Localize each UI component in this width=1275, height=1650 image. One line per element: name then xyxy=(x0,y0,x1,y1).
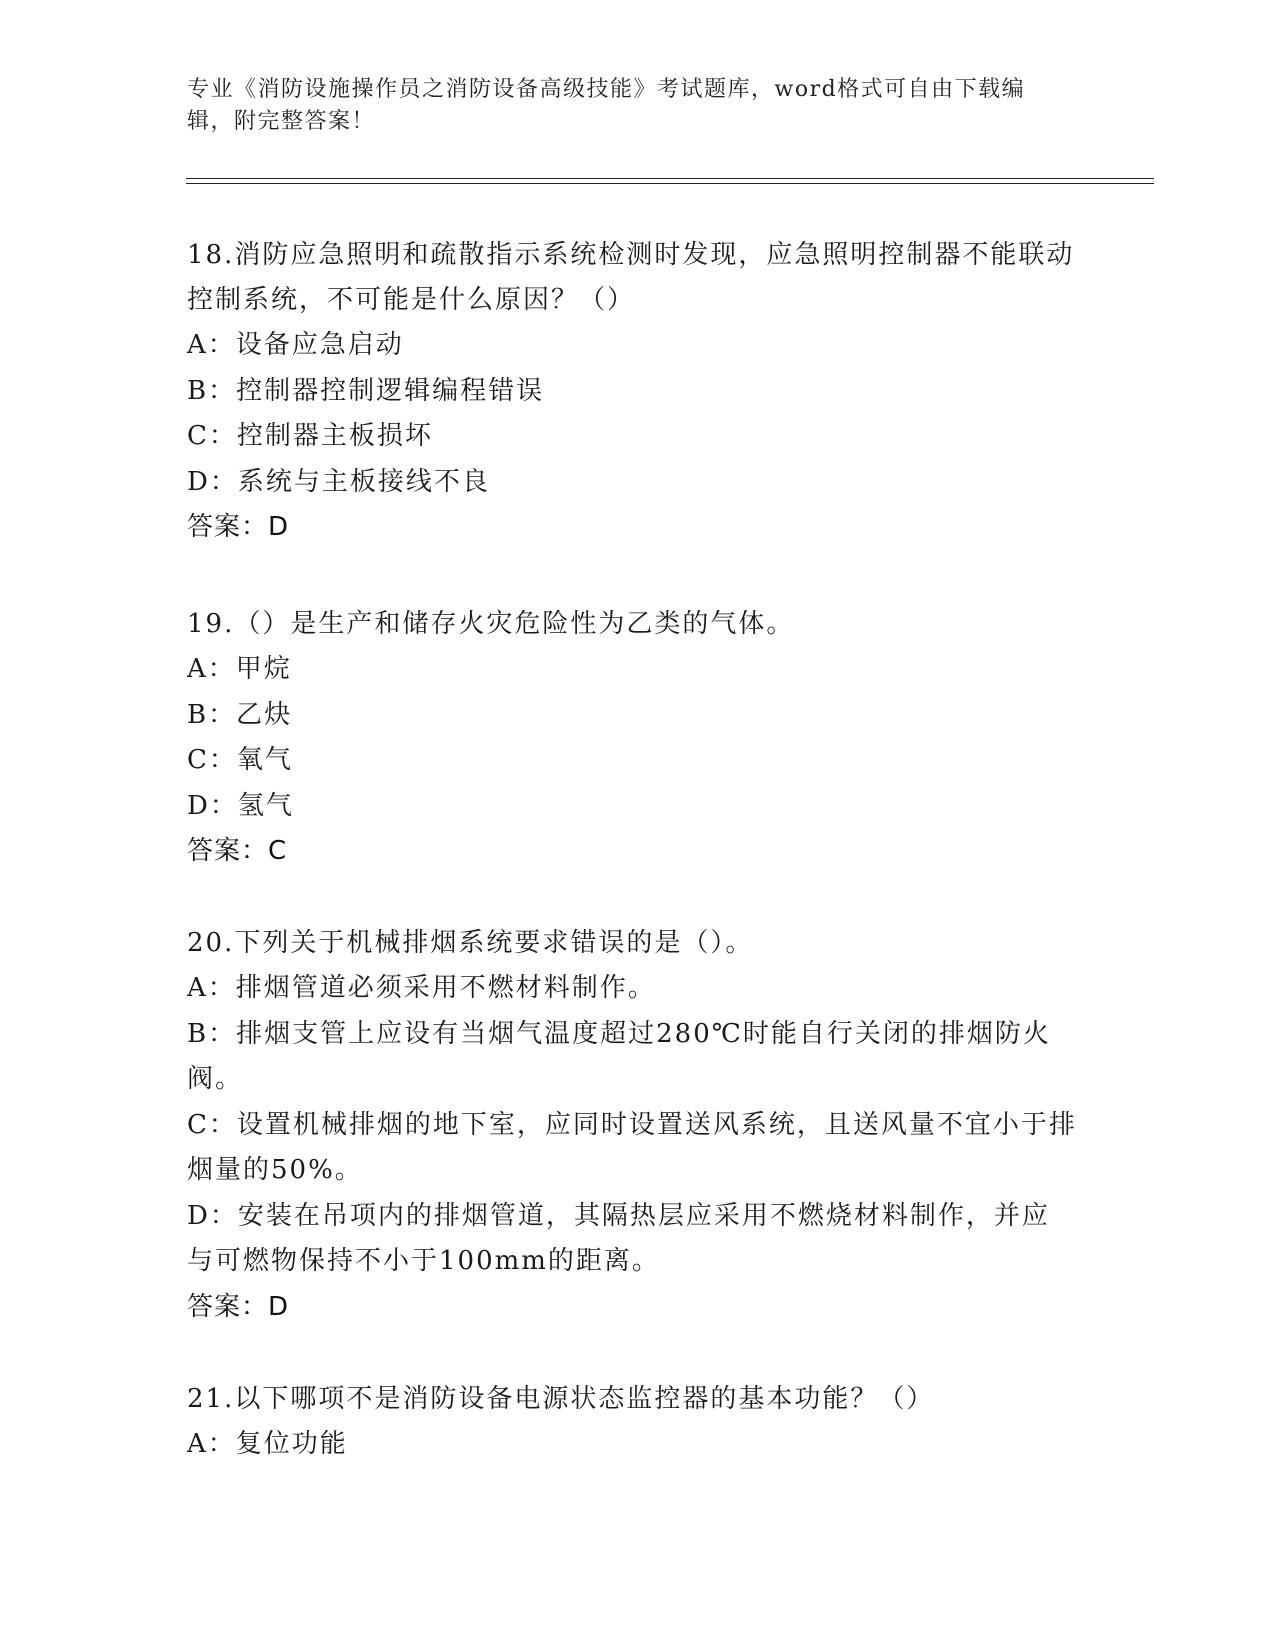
page-header: 专业《消防设施操作员之消防设备高级技能》考试题库，word格式可自由下载编辑，附完整答案！ xyxy=(187,77,1026,134)
option-c: C：控制器主板损坏 xyxy=(187,421,433,451)
option-d: D：氢气 xyxy=(187,790,294,821)
question-19 xyxy=(187,602,1077,874)
question-stem: 18.消防应急照明和疏散指示系统检测时发现，应急照明控制器不能联动控制系统，不可能是什么原因？（） xyxy=(187,240,1075,315)
header-divider-bottom xyxy=(186,183,1154,184)
question-21 xyxy=(187,1377,1077,1468)
option-c: C：氧气 xyxy=(187,745,293,775)
answer-line: 答案：C xyxy=(187,836,288,866)
option-b: B：乙炔 xyxy=(187,699,293,730)
option-d: D：系统与主板接线不良 xyxy=(187,466,490,497)
option-b: B：排烟支管上应设有当烟气温度超过280℃时能自行关闭的排烟防火阀。 xyxy=(187,1018,1051,1094)
answer-line: 答案：D xyxy=(187,512,290,542)
question-stem: 19.（）是生产和储存火灾危险性为乙类的气体。 xyxy=(187,609,795,639)
option-a: A：复位功能 xyxy=(187,1429,348,1459)
option-c: C：设置机械排烟的地下室，应同时设置送风系统，且送风量不宜小于排烟量的50%。 xyxy=(187,1109,1077,1185)
question-stem: 20.下列关于机械排烟系统要求错误的是（）。 xyxy=(187,928,754,958)
question-18 xyxy=(187,233,1077,550)
option-a: A：排烟管道必须采用不燃材料制作。 xyxy=(187,973,656,1003)
option-d: D：安装在吊项内的排烟管道，其隔热层应采用不燃烧材料制作，并应与可燃物保持不小于100mm的距离。 xyxy=(187,1200,1050,1276)
question-stem: 21.以下哪项不是消防设备电源状态监控器的基本功能？（） xyxy=(187,1384,935,1414)
option-a: A：设备应急启动 xyxy=(187,330,404,360)
option-a: A：甲烷 xyxy=(187,654,292,684)
question-20 xyxy=(187,921,1077,1330)
answer-line: 答案：D xyxy=(187,1291,290,1322)
header-divider-top xyxy=(186,178,1154,179)
option-b: B：控制器控制逻辑编程错误 xyxy=(187,375,545,406)
